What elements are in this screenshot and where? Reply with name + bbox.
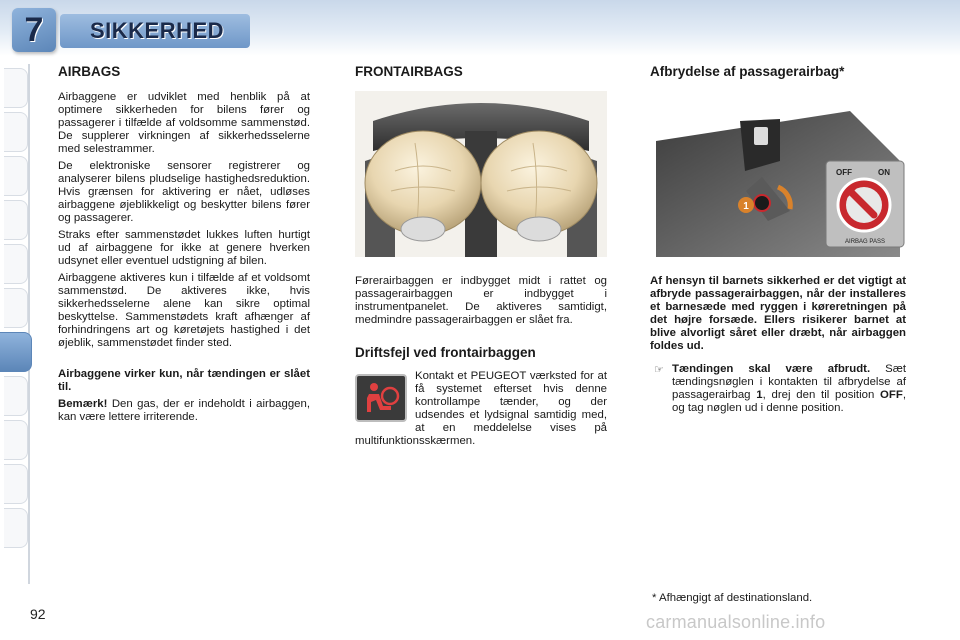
instruction-item — [650, 363, 906, 415]
fault-text: Kontakt et PEUGEOT værksted for at få systemet efterset hvis denne kontrollampe tænder, og der udsendes et lydsignal samtidig med, at en meddelelse vises på multifunktionsskærmen. — [355, 370, 607, 447]
watermark: carmanualsonline.info — [646, 612, 826, 632]
frontairbags-illustration — [355, 91, 607, 257]
side-tab-5[interactable] — [4, 244, 28, 284]
instruction-part: , og tag nøglen ud i denne position. — [672, 389, 906, 414]
remark-text: Den gas, der er indeholdt i airbaggen, kan være lettere irriterende. — [58, 398, 310, 423]
instruction-callout-ref: 1 — [756, 389, 763, 401]
heading-passenger-airbag: Afbrydelse af passagerairbag* — [650, 64, 845, 79]
instruction-text — [672, 363, 906, 415]
switch-off-label: OFF — [836, 168, 852, 177]
remark-label: Bemærk! — [58, 398, 108, 410]
side-tab-4[interactable] — [4, 200, 28, 240]
child-seat-warning: Af hensyn til barnets sikkerhed er det vigtigt at afbryde passagerairbaggen, når der installeres et barnesæde med ryggen i køreretningen på det højre forsæde. Ellers risikerer barnet at blive alvorligt såret eller dræbt, når airbaggen foldes ud. — [650, 275, 906, 352]
side-tab-8[interactable] — [4, 376, 28, 416]
switch-plate-label: AIRBAG PASS — [845, 239, 885, 245]
heading-fault: Driftsfejl ved frontairbaggen — [355, 345, 536, 360]
side-tab-3[interactable] — [4, 156, 28, 196]
paragraph: De elektroniske sensorer registrerer og analyserer bilens pludselige hastighedsreduktion. Hvis grænsen for aktivering er nået, udløses airbaggene øjeblikkeligt og beskytter bilens fører og passagerer. — [58, 160, 310, 224]
instruction-off-ref: OFF — [880, 389, 903, 401]
side-tab-1[interactable] — [4, 68, 28, 108]
column-passenger-airbag — [650, 60, 906, 415]
side-tabs — [0, 64, 30, 584]
footnote: * Afhængigt af destinationsland. — [652, 592, 813, 604]
ignition-note: Airbaggene virker kun, når tændingen er slået til. — [58, 368, 310, 393]
frontairbags-paragraph: Førerairbaggen er indbygget midt i rattet og passagerairbaggen er indbygget i instrumentpanelet. De aktiveres samtidigt, medmindre passagerairbaggen er slået fra. — [355, 275, 607, 326]
airbag-warning-lamp-icon — [355, 374, 407, 422]
instruction-part: , drej den til position — [762, 389, 881, 401]
instruction-part: Sæt tændingsnøglen i kontakten til afbrydelse af passagerairbag — [672, 363, 906, 401]
instruction-title: Tændingen skal være afbrudt. — [672, 363, 871, 375]
column-airbags — [58, 60, 310, 428]
heading-frontairbags: FRONTAIRBAGS — [355, 64, 463, 79]
side-tab-6[interactable] — [4, 288, 28, 328]
side-tab-7-active[interactable] — [0, 332, 32, 372]
airbag-switch-illustration — [650, 91, 906, 257]
remark — [58, 398, 310, 424]
paragraph: Airbaggene er udviklet med henblik på at optimere sikkerheden for bilens fører og passagerer i tilfælde af voldsomme sammenstød. De supplerer virkningen af sikkerhedsselerne med selestrammer. — [58, 91, 310, 155]
figure-callout-1: 1 — [743, 201, 749, 212]
page-number: 92 — [30, 606, 46, 622]
chapter-number: 7 — [24, 10, 44, 49]
heading-airbags: AIRBAGS — [58, 64, 121, 79]
paragraph: Airbaggene aktiveres kun i tilfælde af et voldsomt sammenstød. De aktiveres ikke, hvis sikkerhedsselerne alene kan sikre optimal beskyttelse. Sammenstødets kraft afhænger af forhindringens art og køretøjets hastighed i det øjeblik, sammenstødet finder sted. — [58, 272, 310, 349]
fault-block — [355, 370, 607, 448]
side-tab-11[interactable] — [4, 508, 28, 548]
chapter-tab — [12, 8, 56, 52]
column-frontairbags — [355, 60, 607, 452]
side-tab-10[interactable] — [4, 464, 28, 504]
paragraph: Straks efter sammenstødet lukkes luften hurtigt ud af airbaggene for ikke at genere hverken udsynet eller eventuel udstigning af bilen. — [58, 229, 310, 267]
side-tab-9[interactable] — [4, 420, 28, 460]
pointing-hand-icon: ☞ — [654, 364, 664, 376]
side-tab-2[interactable] — [4, 112, 28, 152]
switch-on-label: ON — [878, 168, 890, 177]
chapter-title: SIKKERHED — [60, 14, 250, 48]
